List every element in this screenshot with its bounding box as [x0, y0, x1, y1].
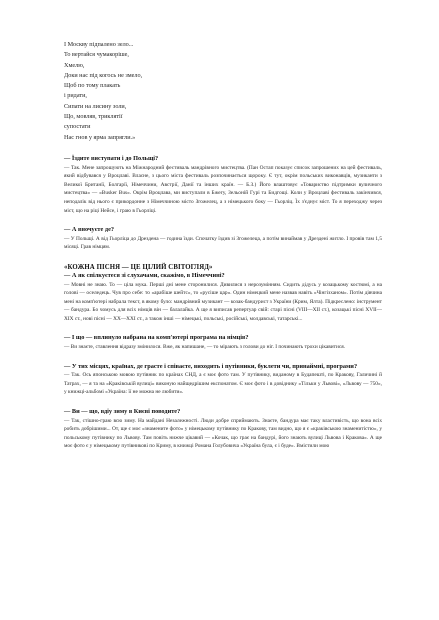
interview-question: — Ви — що, вдіу зиму в Києві поводите? — [64, 408, 181, 416]
interview-question: — У тих місцях, країнах, де грасте і співаєте, виходить і путівники, буклети чи, принаймні, програми? — [64, 362, 358, 370]
poem-line: Нас гнов у ярма запрягли.» — [64, 133, 136, 141]
interview-block-program — [64, 334, 382, 351]
document-page — [64, 40, 382, 451]
poem-excerpt — [64, 40, 382, 143]
interview-answer: — Ви знаєте, ставлення відразу змінилося. Вже, як напишане, — то мірають з голови до ніг. І починають трохи цікавитися. — [64, 344, 346, 351]
interview-block-poland — [64, 155, 382, 215]
section-heading: «КОЖНА ПІСНЯ — ЦЕ ЦІЛИЙ СВІТОГЛЯД» — [64, 263, 213, 271]
interview-answer: — Так. Ось японською мовою путівник по країнах СНД, а є моє фото там. У путівнику, виданому в Будапешті, по Кракову, Галичині й Татрах, — я та на «Краківській вулиці» виконую найщедрішим експонатом. Є моє фото і в довіднику «Тільки у Львові», «Львову — 750», у книжці-альбомі «Україна: її не можна не любити». — [64, 372, 382, 396]
poem-line: Сипати на лисину золи, — [64, 102, 127, 110]
interview-answer: — Так. Мене запрошують на Міжнародний фестиваль мандрівного мистецтва. (Пан Остап показує список запрошених на цей фестиваль, який відбувався у Вроцлаві. Власне, з цього міста фестиваль розпочинається щороку. Є тут, окрім польських виконавців, музиканти з Великої Британії, Болгарії, Німеччини, Австрії, Данії та інших країн. — Б.З.) Його влаштовує «Товариство підтримки вуличного мистецтва» — «Busker Bus». Окрім Вроцлава, ми виступали в Бжегу, Зельоній Гурі та Бидгощі. Коли у Вроцлаві фестиваль закінчився, неподалік від нього є прикордонне з Німеччиною місто Згожелец, а з німецького боку — Гьорліц. Їх з'єднує міст. То я переходжу через міст, що на ріці Нейсе, і граю в Гьорліці. — [64, 164, 382, 214]
poem-line: і ридати, — [64, 92, 87, 100]
interview-block-lodging — [64, 226, 382, 252]
poem-line: То вертайся чумакоріше, — [64, 51, 129, 59]
interview-answer: — У Польщі. А від Гьорліца до Дрездена — година їзди. Спочатку їздив зі Згожелеца, а потім винаймав у Дрездені житло. І провів там 1,5 місяці. Грав німцям. — [64, 235, 382, 251]
poem-line: Що, мовляв, триклятії — [64, 113, 123, 121]
interview-question: — А вночуєте де? — [64, 226, 115, 234]
interview-question: — І що — вплинуло набрана на комп'ютері програма на німців? — [64, 334, 249, 342]
poem-line: І Москву підпалено зело... — [64, 41, 134, 48]
interview-block-guidebooks — [64, 363, 382, 397]
poem-line: Хмелю, — [64, 61, 85, 69]
poem-line: Доки нас під когось не змело, — [64, 71, 143, 79]
poem-line: супостати — [64, 123, 91, 131]
interview-block-communication — [64, 263, 382, 324]
interview-question: — А як спілкуєтеся зі слухачами, скажімо, в Німеччині? — [64, 271, 225, 279]
interview-question: — Їздите виступати і до Польщі? — [64, 154, 159, 162]
interview-answer: — Мовні не знаю. То — ціла мука. Перші дні мене сторонилися. Дивилися з нерозумінням. Сидить дідусь у козацькому костюмі, а на голові — оселедець. Чув про себе: то «арабіше шейтс», то «русіше цар». Один німецкий мене назвав навіть «Чінгізханом». Потім дівчина мені на комп'ютері набрала текст, в якому було: мандрівний музикант — козак-бандурист з України (Крим, Ялта). Підкреслено: інструмент — бандура. Бо чомусь для всіх німців він — балалайка. А ще я виписав репертуар свій: старі пісні (VIII—XII ст.), козацькі пісні XVII—XIX ст., нові пісні — XX—XXI ст., а також інші — німецькі, польські, російські, молдавські, татарські... — [64, 281, 382, 322]
interview-answer: — Так, стішно-граю всю зиму. На майдані Незалежності. Люди добре сприймають. Знаєте, бандура має таку властивість, що вона всіх робить добрішими... От, ще є моє «знаменитe фото» у німецькому путівнику по Кракову, там видно, що я є «краківською знаменитістю», у польському путівнику по Львову. Там повіть нижче цікавий — «Кочак, що грає на бандурі, його знають вулиці Львова і Кракова». А ще моє фото є у німецькому путівникові по Криму, в книжці Романа Голубовича «Україна була, є і буде». Вмістили мою — [64, 417, 382, 450]
interview-block-kyiv — [64, 408, 382, 451]
poem-line: Щоб по тому плакать — [64, 82, 121, 90]
